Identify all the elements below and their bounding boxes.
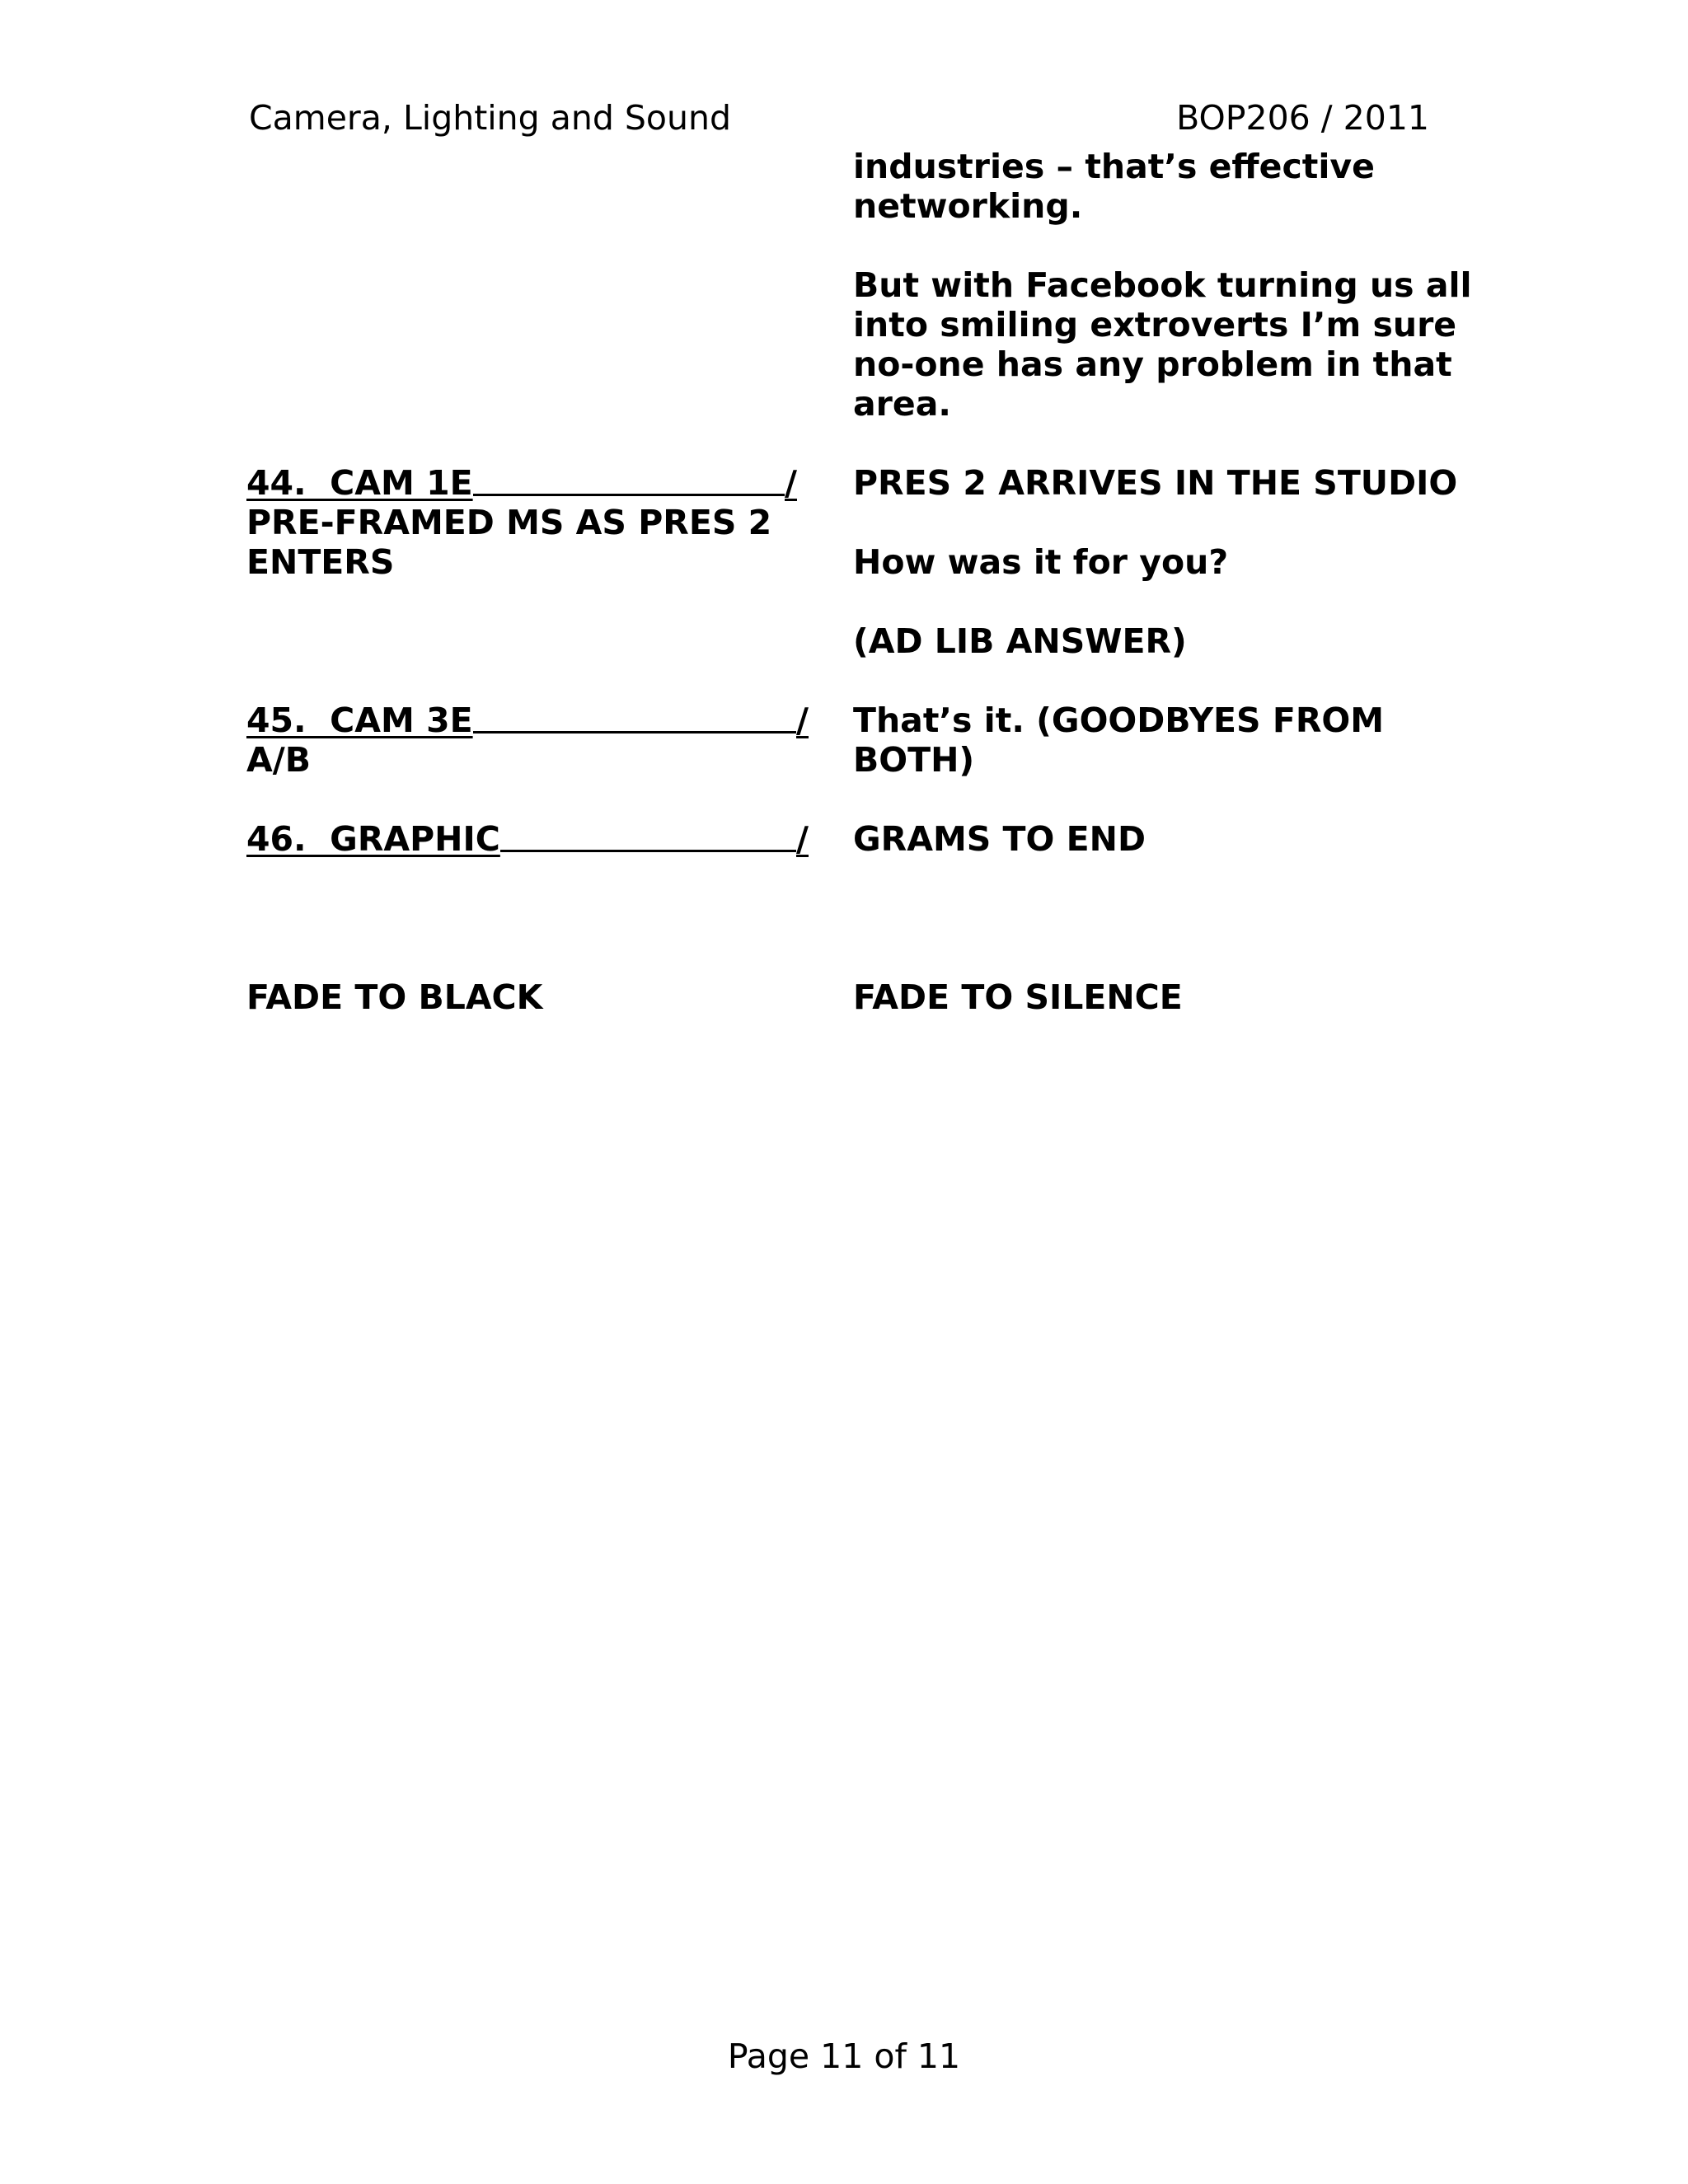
shot-46-video — [246, 819, 809, 859]
shot-44-audio-direction — [853, 463, 1458, 503]
ending-audio — [853, 977, 1430, 1017]
shot-44-audio-line — [853, 542, 1430, 582]
header-course-title: Camera, Lighting and Sound — [249, 98, 731, 138]
shot-46-label: 46. GRAPHIC — [246, 819, 500, 859]
shot-46-audio — [853, 819, 1430, 859]
shot-44-heading — [246, 463, 797, 503]
page-footer — [0, 2036, 1688, 2077]
header-course-code: BOP206 / 2011 — [1176, 98, 1429, 138]
audio-line: That’s it. (GOODBYES FROM — [853, 701, 1385, 740]
shot-45-video — [246, 701, 809, 780]
audio-line: PRES 2 ARRIVES IN THE STUDIO — [853, 463, 1458, 503]
audio-line: GRAMS TO END — [853, 819, 1146, 859]
ending-video — [246, 977, 815, 1017]
shot-44-rule — [473, 463, 785, 496]
audio-facebook-paragraph — [853, 265, 1472, 424]
shot-44-video — [246, 463, 797, 582]
shot-45-rule — [473, 701, 796, 733]
audio-line: BOTH) — [853, 740, 975, 780]
ending-audio-text: FADE TO SILENCE — [853, 977, 1183, 1017]
shot-46-rule — [500, 819, 796, 852]
shot-44-desc-line: PRE-FRAMED MS AS PRES 2 — [246, 503, 772, 542]
audio-line: into smiling extroverts I’m sure — [853, 305, 1457, 344]
shot-45-slash: / — [796, 701, 809, 740]
shot-46-heading — [246, 819, 809, 859]
audio-continuation — [853, 147, 1430, 226]
shot-45-desc: A/B — [246, 740, 311, 780]
shot-46-slash: / — [796, 819, 809, 859]
shot-45-label: 45. CAM 3E — [246, 701, 473, 740]
audio-line: (AD LIB ANSWER) — [853, 621, 1187, 661]
shot-45-heading — [246, 701, 809, 740]
shot-44-slash: / — [785, 463, 797, 503]
audio-line: networking. — [853, 186, 1083, 226]
shot-45-audio — [853, 701, 1430, 780]
shot-44-label: 44. CAM 1E — [246, 463, 473, 503]
page-header — [249, 97, 1429, 138]
audio-line: area. — [853, 384, 951, 424]
ending-video-text: FADE TO BLACK — [246, 977, 543, 1017]
shot-44-desc-line: ENTERS — [246, 542, 395, 582]
audio-line: How was it for you? — [853, 542, 1229, 582]
page-number: Page 11 of 11 — [727, 2036, 961, 2076]
audio-line: industries – that’s effective — [853, 147, 1375, 186]
audio-line: no-one has any problem in that — [853, 344, 1452, 384]
audio-line: But with Facebook turning us all — [853, 265, 1472, 305]
shot-44-adlib — [853, 621, 1430, 661]
